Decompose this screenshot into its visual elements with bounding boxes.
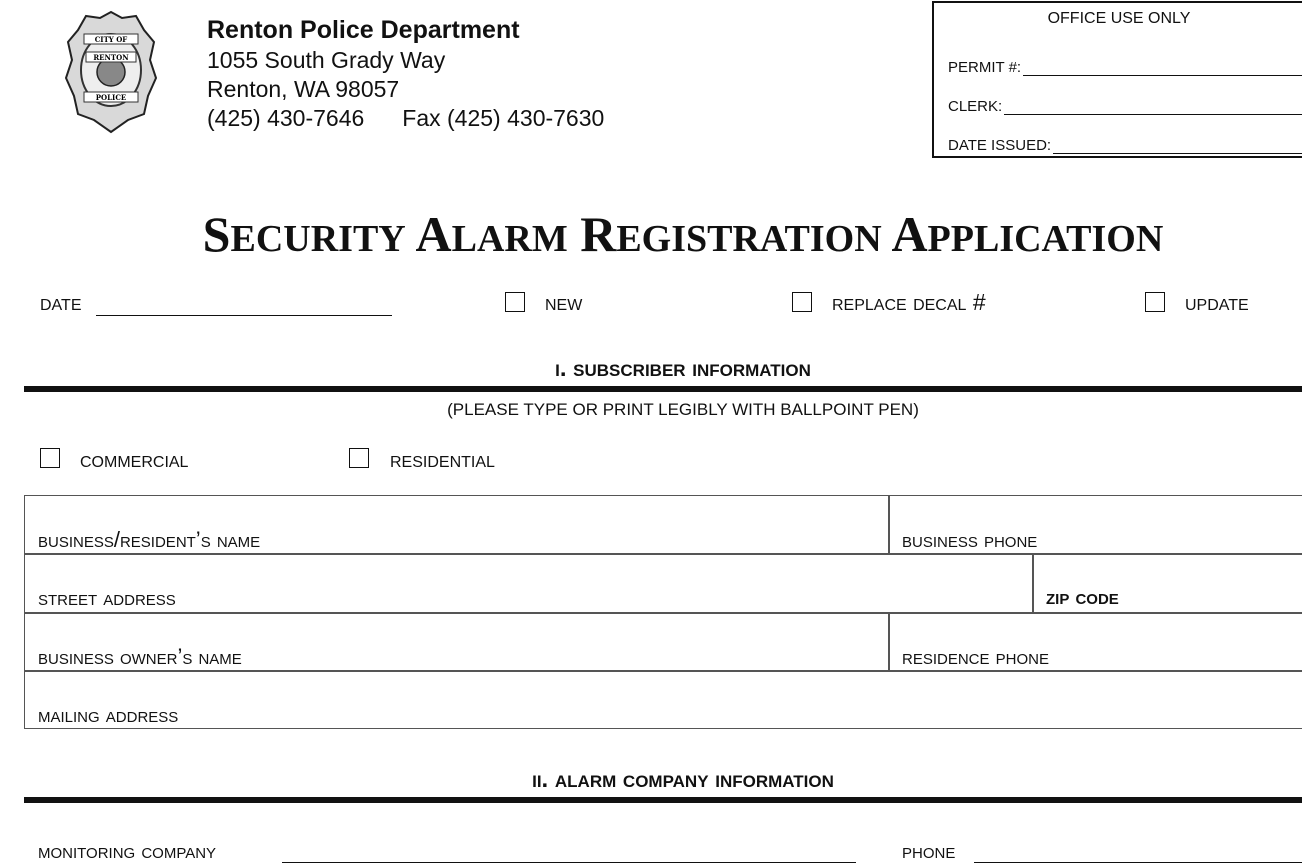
office-use-box bbox=[932, 1, 1302, 158]
section-2-divider bbox=[24, 797, 1302, 803]
svg-text:CITY OF: CITY OF bbox=[94, 35, 128, 44]
new-label: new bbox=[545, 289, 583, 315]
residential-label: residential bbox=[390, 446, 495, 472]
alarm-company-phone-input-line[interactable] bbox=[974, 836, 1302, 863]
mailing-address-field[interactable] bbox=[25, 672, 1302, 728]
section-2-title: ii. alarm company information bbox=[532, 766, 834, 793]
police-badge-logo bbox=[64, 8, 158, 136]
monitoring-company-input-line[interactable] bbox=[282, 836, 856, 863]
monitoring-company-label: monitoring company bbox=[38, 838, 217, 863]
permit-input-line[interactable] bbox=[1023, 61, 1302, 76]
agency-address: 1055 South Grady Way bbox=[207, 47, 446, 73]
clerk-input-line[interactable] bbox=[1004, 100, 1302, 115]
agency-phone: (425) 430-7646 bbox=[207, 105, 365, 131]
permit-label: PERMIT #: bbox=[948, 59, 1022, 76]
date-issued-label: DATE ISSUED: bbox=[948, 137, 1052, 154]
clerk-row bbox=[948, 98, 1302, 115]
owner-name-label: business owner’s name bbox=[38, 644, 242, 669]
clerk-label: CLERK: bbox=[948, 98, 1003, 115]
print-instructions: (PLEASE TYPE OR PRINT LEGIBLY WITH BALLPOINT PEN) bbox=[447, 400, 919, 419]
date-issued-input-line[interactable] bbox=[1053, 139, 1302, 154]
update-checkbox[interactable] bbox=[1145, 292, 1165, 312]
date-issued-row bbox=[948, 137, 1302, 154]
agency-city-state-zip: Renton, WA 98057 bbox=[207, 76, 400, 102]
new-checkbox[interactable] bbox=[505, 292, 525, 312]
title-word: SECURITY bbox=[202, 206, 406, 262]
date-label: date bbox=[40, 289, 82, 315]
alarm-company-phone-label: phone bbox=[902, 838, 956, 863]
title-word: REGISTRATION bbox=[580, 206, 882, 262]
agency-phone-line bbox=[207, 104, 604, 132]
office-use-title: OFFICE USE ONLY bbox=[1047, 10, 1191, 27]
agency-fax: Fax (425) 430-7630 bbox=[402, 105, 605, 131]
business-phone-label: business phone bbox=[902, 527, 1038, 552]
permit-row bbox=[948, 59, 1302, 76]
residence-phone-label: residence phone bbox=[902, 644, 1049, 669]
title-word: APPLICATION bbox=[891, 206, 1164, 262]
commercial-label: commercial bbox=[80, 446, 189, 472]
replace-decal-checkbox[interactable] bbox=[792, 292, 812, 312]
date-input-line[interactable] bbox=[96, 289, 392, 316]
mailing-address-label: mailing address bbox=[38, 702, 179, 727]
street-address-field[interactable] bbox=[25, 555, 1031, 611]
zip-code-label: zip code bbox=[1046, 584, 1119, 609]
commercial-checkbox[interactable] bbox=[40, 448, 60, 468]
replace-decal-label: replace decal # bbox=[832, 289, 986, 315]
title-word: ALARM bbox=[415, 206, 568, 262]
street-address-label: street address bbox=[38, 585, 176, 610]
residential-checkbox[interactable] bbox=[349, 448, 369, 468]
section-1-title: i. subscriber information bbox=[555, 355, 811, 382]
form-title bbox=[0, 205, 1302, 268]
svg-text:POLICE: POLICE bbox=[95, 93, 127, 102]
update-label: update bbox=[1185, 289, 1249, 315]
svg-text:RENTON: RENTON bbox=[93, 53, 129, 62]
section-1-divider bbox=[24, 386, 1302, 392]
business-name-label: business/resident’s name bbox=[38, 527, 261, 552]
agency-name: Renton Police Department bbox=[207, 16, 520, 44]
